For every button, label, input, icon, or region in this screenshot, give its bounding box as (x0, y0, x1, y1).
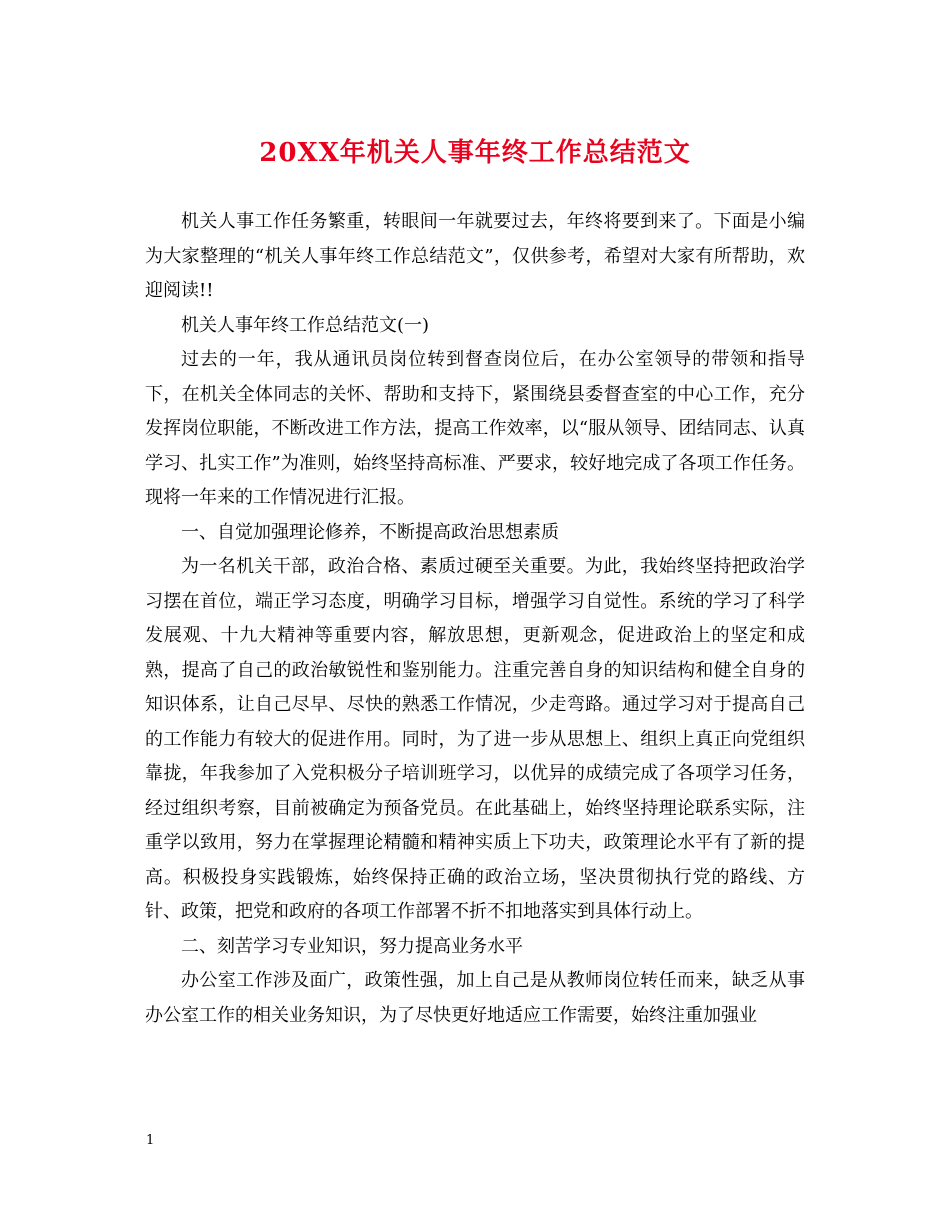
document-body (145, 205, 805, 1033)
paragraph-intro: 机关人事工作任务繁重，转眼间一年就要过去，年终将要到来了。下面是小编为大家整理的“机关人事年终工作总结范文”，仅供参考，希望对大家有所帮助，欢迎阅读!! (145, 211, 805, 301)
section-heading-professional: 二、刻苦学习专业知识，努力提高业务水平 (181, 935, 523, 957)
page-number: 1 (146, 1133, 155, 1148)
document-title: 20XX年机关人事年终工作总结范文 (259, 138, 691, 168)
paragraph-theory: 为一名机关干部，政治合格、素质过硬至关重要。为此，我始终坚持把政治学习摆在首位，端正学习态度，明确学习目标，增强学习自觉性。系统的学习了科学发展观、十九大精神等重要内容，解放思想，更新观念，促进政治上的坚定和成熟，提高了自己的政治敏锐性和鉴别能力。注重完善自身的知识结构和健全自身的知识体系，让自己尽早、尽快的熟悉工作情况，少走弯路。通过学习对于提高自己的工作能力有较大的促进作用。同时，为了进一步从思想上、组织上真正向党组织靠拢，年我参加了入党积极分子培训班学习，以优异的成绩完成了各项学习任务，经过组织考察，目前被确定为预备党员。在此基础上，始终坚持理论联系实际，注重学以致用，努力在掌握理论精髓和精神实质上下功夫，政策理论水平有了新的提高。积极投身实践锻炼，始终保持正确的政治立场，坚决贯彻执行党的路线、方针、政策，把党和政府的各项工作部署不折不扣地落实到具体行动上。 (145, 556, 805, 922)
section-heading-sample-one: 机关人事年终工作总结范文(一) (181, 314, 430, 336)
paragraph-professional: 办公室工作涉及面广，政策性强，加上自己是从教师岗位转任而来，缺乏从事办公室工作的相关业务知识，为了尽快更好地适应工作需要，始终注重加强业 (145, 970, 805, 1026)
paragraph-overview: 过去的一年，我从通讯员岗位转到督查岗位后，在办公室领导的带领和指导下，在机关全体同志的关怀、帮助和支持下，紧围绕县委督查室的中心工作，充分发挥岗位职能，不断改进工作方法，提高工作效率，以“服从领导、团结同志、认真学习、扎实工作”为准则，始终坚持高标准、严要求，较好地完成了各项工作任务。现将一年来的工作情况进行汇报。 (145, 349, 805, 508)
section-heading-theory: 一、自觉加强理论修养，不断提高政治思想素质 (181, 521, 559, 543)
